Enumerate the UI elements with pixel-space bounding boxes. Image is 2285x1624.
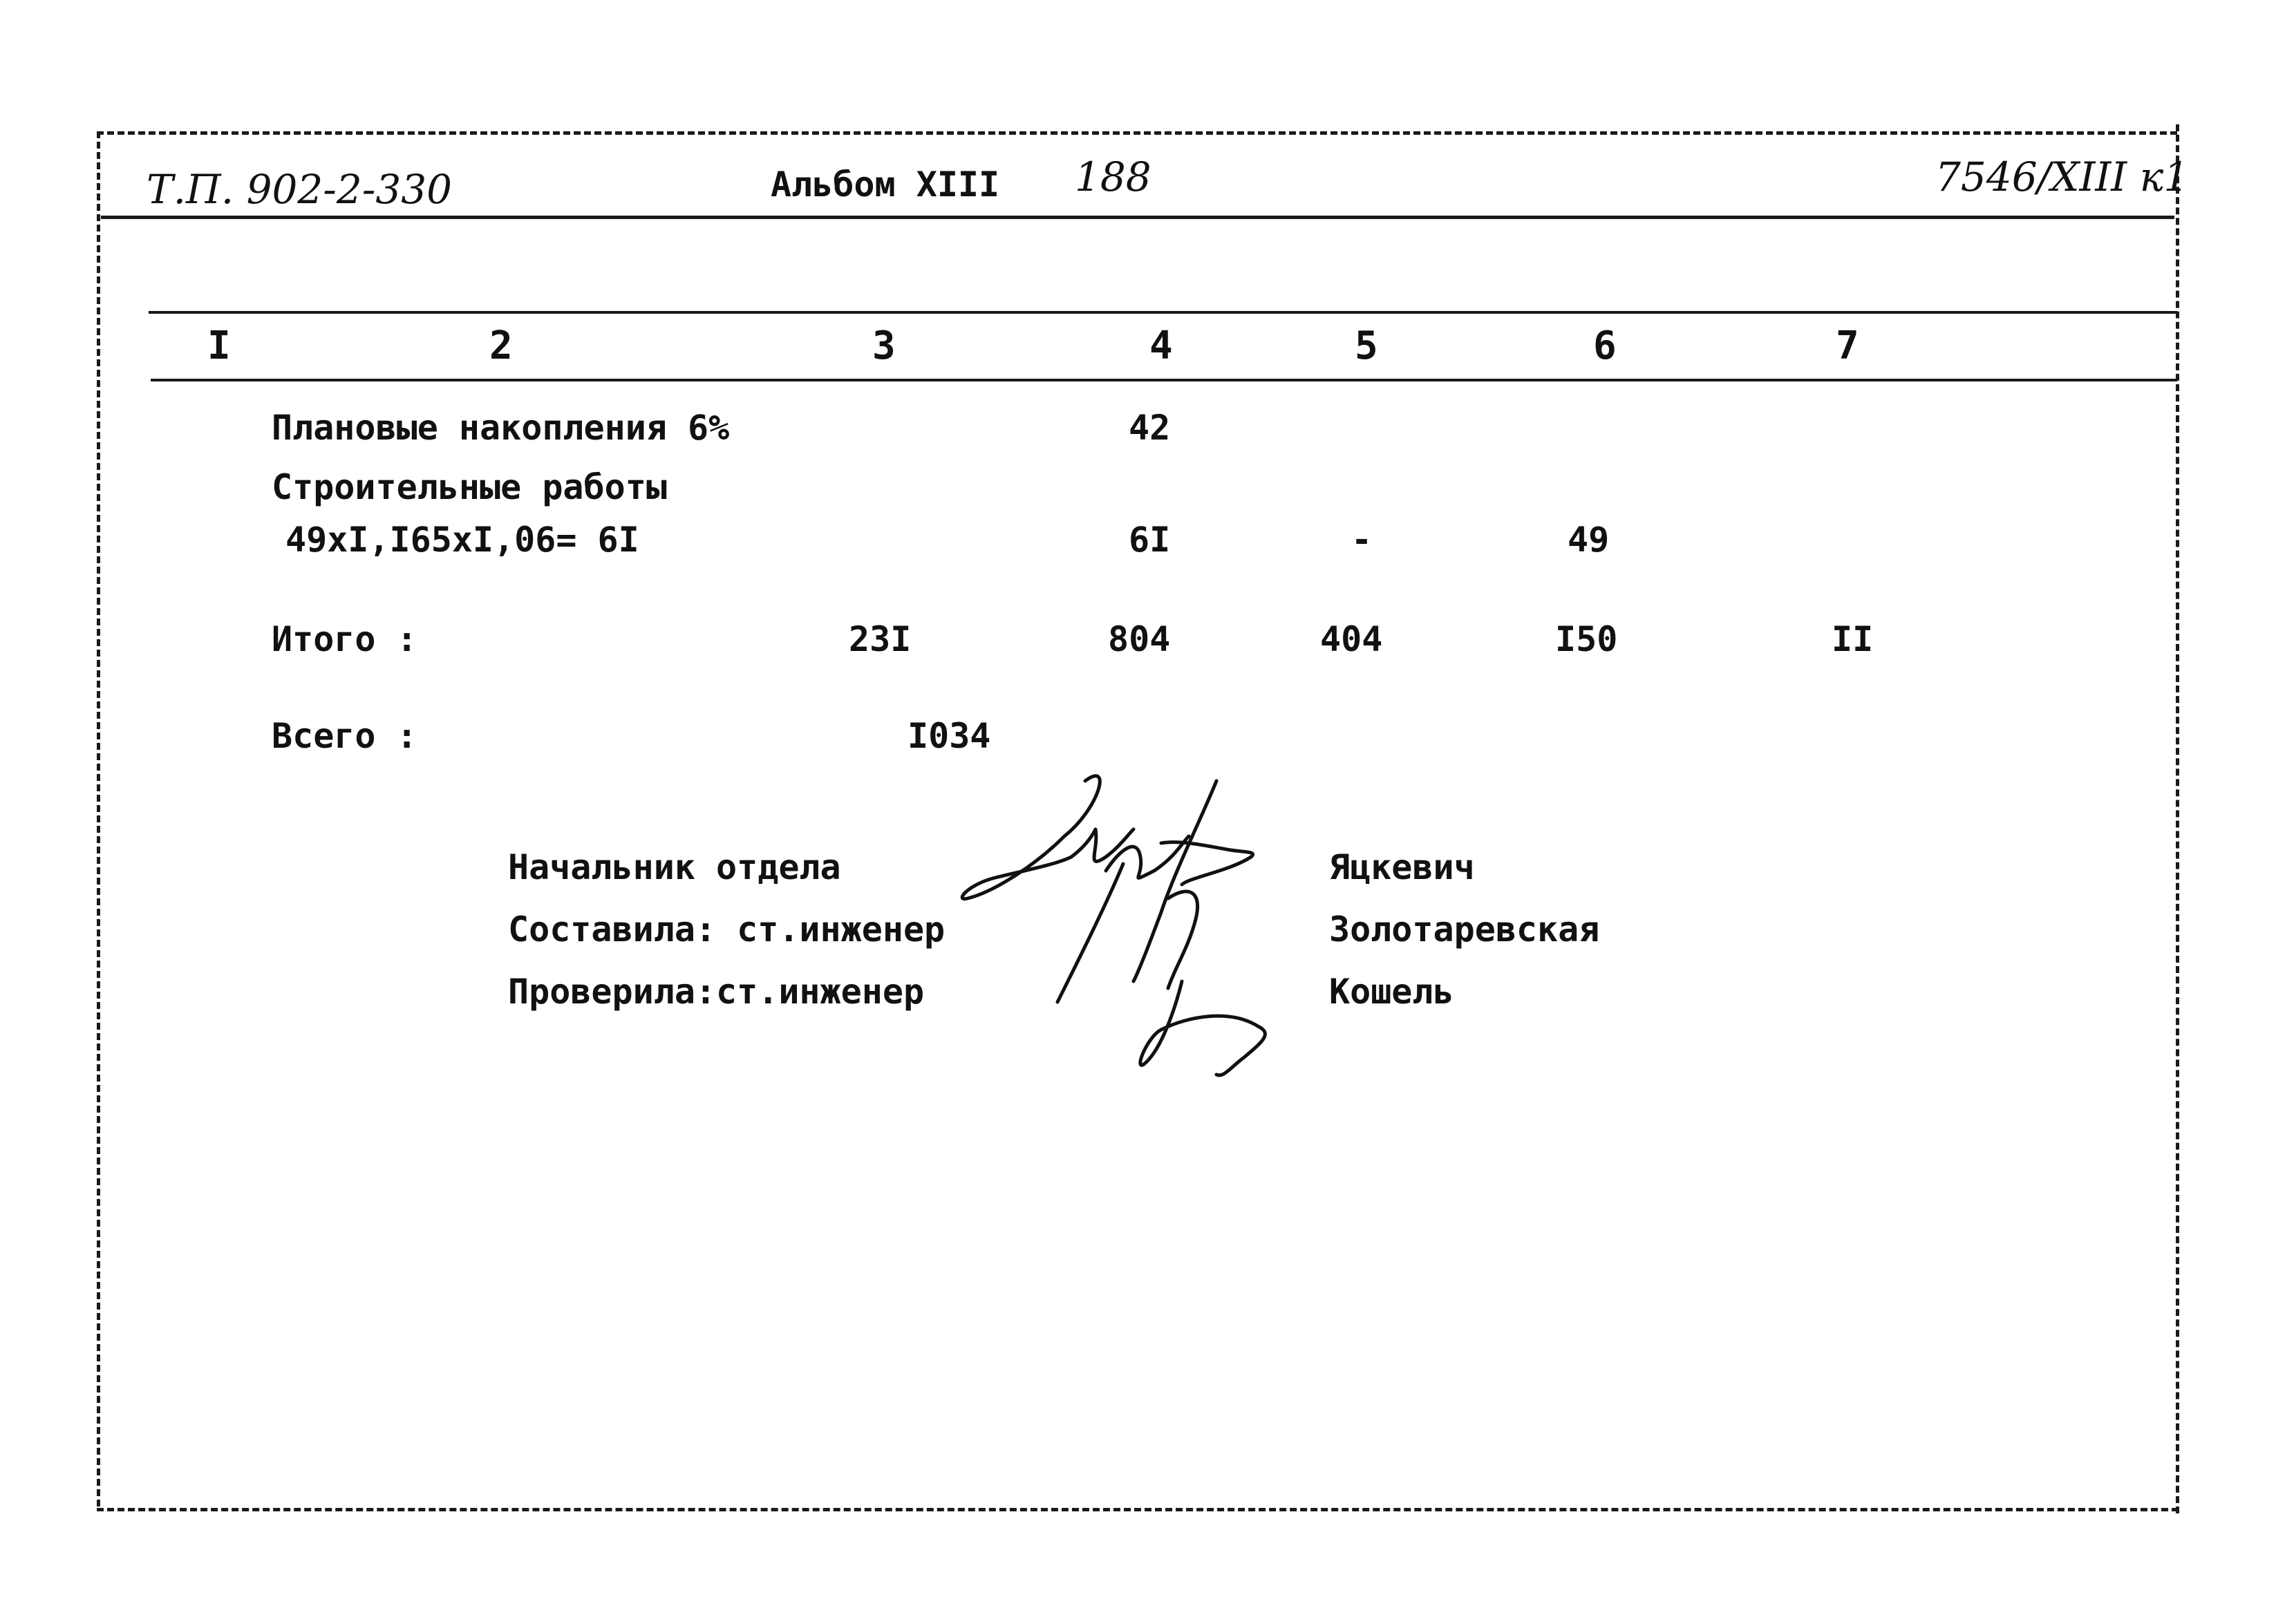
table-top-rule xyxy=(149,311,2177,314)
stamp-number: 7546/XIII к1 xyxy=(1935,153,2190,200)
row-cell-c6: 49 xyxy=(1568,520,1610,560)
col-header-2: 2 xyxy=(489,323,513,368)
frame-bottom xyxy=(97,1508,2179,1511)
row-cell-c4: 42 xyxy=(1129,408,1171,448)
total-cell-c3: 23I xyxy=(849,619,912,659)
signature-role: Составила: ст.инженер xyxy=(508,909,946,950)
row-formula: 49xI,I65xI,06= 6I xyxy=(285,520,639,560)
row-label: Плановые накопления 6% xyxy=(272,408,730,448)
col-header-3: 3 xyxy=(872,323,896,368)
frame-left xyxy=(97,131,100,1507)
page-number: 188 xyxy=(1075,153,1151,200)
grand-total-label: Всего : xyxy=(272,716,417,756)
grand-total-value: I034 xyxy=(908,716,991,756)
col-header-7: 7 xyxy=(1836,323,1859,368)
doc-number: Т.П. 902-2-330 xyxy=(147,166,453,213)
col-header-1: I xyxy=(207,323,231,368)
signature-name: Кошель xyxy=(1329,972,1454,1012)
col-header-4: 4 xyxy=(1149,323,1173,368)
signature-name: Яцкевич xyxy=(1329,847,1475,887)
table-header-rule xyxy=(151,379,2177,381)
row-cell-c4: 6I xyxy=(1129,520,1171,560)
album-label: Альбом XIII xyxy=(771,164,1000,205)
signature-role: Начальник отдела xyxy=(508,847,841,887)
total-label: Итого : xyxy=(272,619,417,659)
signature-name: Золотаревская xyxy=(1329,909,1600,950)
col-header-6: 6 xyxy=(1593,323,1617,368)
total-cell-c7: II xyxy=(1832,619,1874,659)
frame-right xyxy=(2176,124,2179,1513)
col-header-5: 5 xyxy=(1355,323,1378,368)
total-cell-c5: 404 xyxy=(1320,619,1383,659)
header-rule xyxy=(101,216,2174,219)
row-cell-c5: - xyxy=(1351,520,1373,560)
total-cell-c6: I50 xyxy=(1555,619,1618,659)
total-cell-c4: 804 xyxy=(1108,619,1171,659)
handwritten-signatures xyxy=(954,760,1313,1078)
signature-role: Проверила:ст.инженер xyxy=(508,972,925,1012)
frame-top xyxy=(97,131,2177,135)
row-label: Строительные работы xyxy=(272,467,667,507)
